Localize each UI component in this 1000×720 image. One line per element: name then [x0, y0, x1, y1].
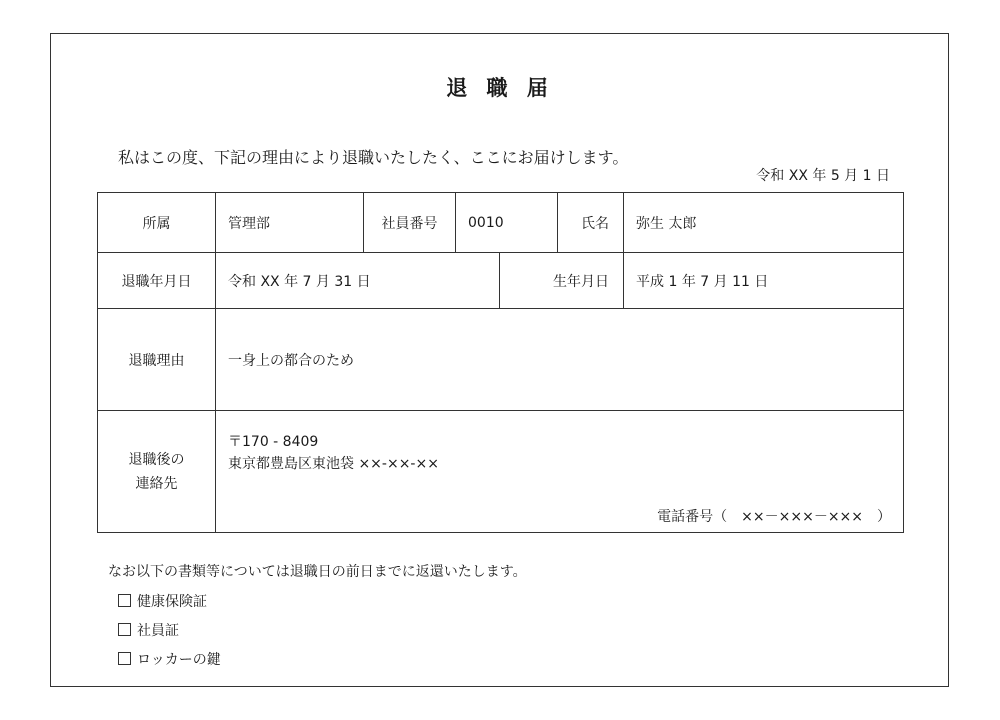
- employee-number-label: 社員番号: [364, 193, 456, 253]
- check-item-label: 健康保険証: [137, 594, 207, 610]
- reason-value: 一身上の都合のため: [216, 309, 904, 411]
- resignation-form-table: [97, 192, 904, 533]
- dept-value: 管理部: [216, 193, 364, 253]
- retire-date-label: 退職年月日: [98, 253, 216, 309]
- retire-date-value: 令和 XX 年 7 月 31 日: [216, 253, 500, 309]
- list-item: [118, 592, 221, 621]
- intro-text: 私はこの度、下記の理由により退職いたしたく、ここにお届けします。: [118, 148, 629, 167]
- check-item-label: ロッカーの鍵: [137, 652, 221, 668]
- contact-label: [98, 411, 216, 533]
- document-title: 退 職 届: [446, 76, 554, 100]
- contact-label-line-1: 退職後の: [128, 451, 185, 468]
- phone-number: 電話番号（ ××－×××－××× ）: [657, 509, 892, 525]
- address: 東京都豊島区東池袋 ××-××-××: [228, 456, 439, 472]
- table-row: [98, 309, 904, 411]
- submission-date: 令和 XX 年 5 月 1 日: [756, 168, 890, 184]
- checkbox-icon: [118, 594, 131, 607]
- table-row: [98, 253, 904, 309]
- contact-label-line-2: 連絡先: [135, 475, 178, 492]
- list-item: [118, 650, 221, 679]
- dept-label: 所属: [98, 193, 216, 253]
- check-item-label: 社員証: [137, 623, 179, 639]
- table-row: [98, 411, 904, 533]
- table-row: [98, 193, 904, 253]
- postal-code: 〒170 - 8409: [228, 434, 319, 450]
- reason-label: 退職理由: [98, 309, 216, 411]
- checkbox-icon: [118, 652, 131, 665]
- employee-number-value: 0010: [456, 193, 558, 253]
- checkbox-icon: [118, 623, 131, 636]
- birth-date-label: 生年月日: [500, 253, 624, 309]
- return-checklist: [118, 592, 221, 679]
- return-notes: なお以下の書類等については退職日の前日までに返還いたします。: [108, 564, 527, 580]
- name-value: 弥生 太郎: [624, 193, 904, 253]
- birth-date-value: 平成 1 年 7 月 11 日: [624, 253, 904, 309]
- name-label: 氏名: [558, 193, 624, 253]
- contact-value: [216, 411, 904, 533]
- list-item: [118, 621, 221, 650]
